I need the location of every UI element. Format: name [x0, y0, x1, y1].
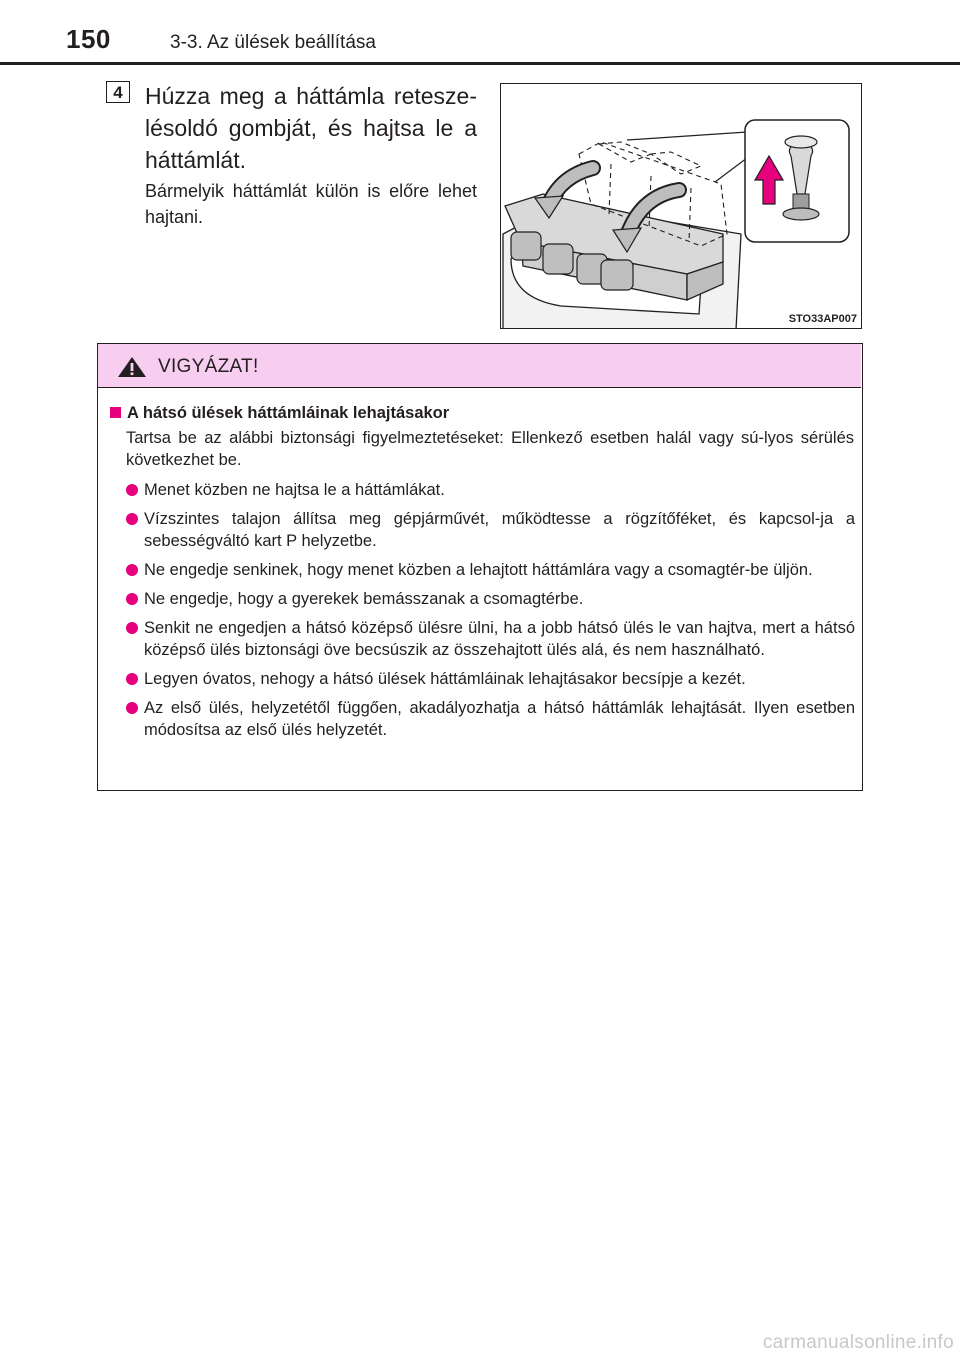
- list-item: Menet közben ne hajtsa le a háttámlákat.: [126, 479, 855, 501]
- list-item: Ne engedje, hogy a gyerekek bemásszanak a csomagtérbe.: [126, 588, 855, 610]
- warning-header: [98, 344, 861, 388]
- step-note: Bármelyik háttámlát külön is előre lehet hajtani.: [145, 181, 477, 227]
- bullet-dot-icon: [126, 593, 138, 605]
- figure-code: STO33AP007: [788, 313, 857, 325]
- warning-intro: Tartsa be az alábbi biztonsági figyelmeztetéseket: Ellenkező esetben halál vagy sú-lyos sérülés következhet be.: [126, 429, 854, 469]
- page-header: [0, 0, 960, 66]
- bullet-dot-icon: [126, 702, 138, 714]
- list-item: Senkit ne engedjen a hátsó középső ülésre ülni, ha a jobb hátsó ülés le van hajtva, mert a hátsó középső ülés biztonsági öve becsúszik az összehajtott ülés alá, és nem használható.: [126, 617, 855, 661]
- bullet-dot-icon: [126, 673, 138, 685]
- page-number: 150: [66, 24, 111, 54]
- list-item: Az első ülés, helyzetétől függően, akadályozhatja a hátsó háttámlák lehajtását. Ilyen esetben módosítsa az első ülés helyzetét.: [126, 697, 855, 741]
- section-title: 3-3. Az ülések beállítása: [170, 32, 376, 53]
- rear-seat-drawing: [501, 84, 862, 329]
- bullet-dot-icon: [126, 484, 138, 496]
- list-item: Ne engedje senkinek, hogy menet közben a lehajtott háttámlára vagy a csomagtér-be üljön.: [126, 559, 855, 581]
- header-divider: [0, 62, 960, 65]
- warning-triangle-icon: [117, 356, 147, 378]
- square-bullet-icon: [110, 407, 121, 418]
- step-number-badge: 4: [106, 81, 130, 103]
- watermark: carmanualsonline.info: [762, 1332, 954, 1353]
- list-item: Vízszintes talajon állítsa meg gépjárművét, működtesse a rögzítőféket, és kapcsol-ja a sebességváltó kart P helyzetbe.: [126, 508, 855, 552]
- list-item: Legyen óvatos, nehogy a hátsó ülések háttámláinak lehajtásakor becsípje a kezét.: [126, 668, 855, 690]
- warning-box: [97, 343, 863, 791]
- bullet-dot-icon: [126, 513, 138, 525]
- warning-list: [126, 479, 855, 748]
- seat-fold-illustration: [500, 83, 862, 329]
- step-instruction: Húzza meg a háttámla retesze-lésoldó gombját, és hajtsa le a háttámlát.: [145, 83, 477, 173]
- warning-heading-text: A hátsó ülések háttámláinak lehajtásakor: [127, 404, 450, 422]
- warning-title: VIGYÁZAT!: [158, 356, 259, 377]
- bullet-dot-icon: [126, 622, 138, 634]
- bullet-dot-icon: [126, 564, 138, 576]
- warning-heading: [110, 404, 449, 423]
